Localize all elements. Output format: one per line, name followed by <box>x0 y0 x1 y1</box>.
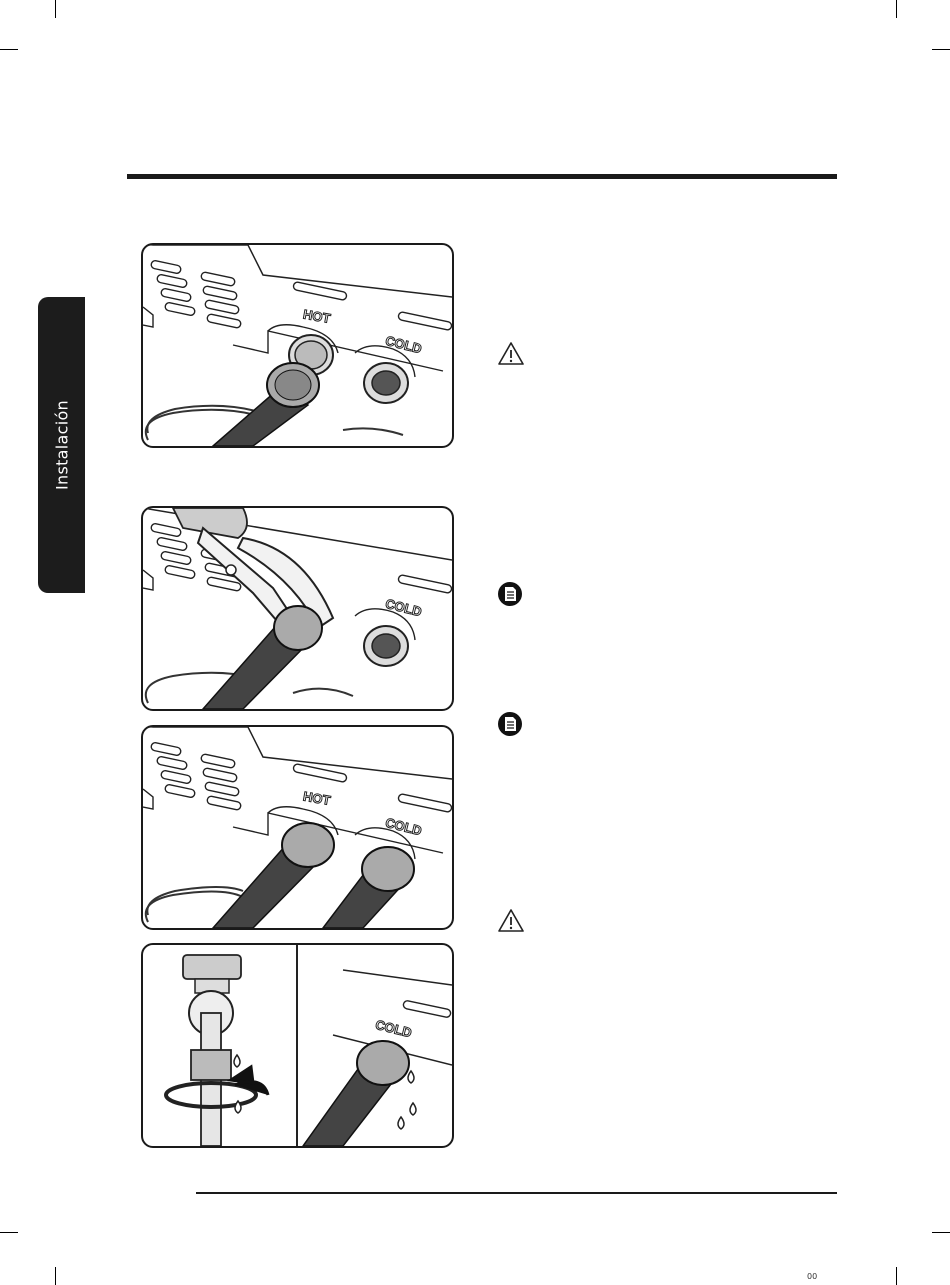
crop-mark <box>896 1267 897 1285</box>
crop-mark <box>55 1267 56 1285</box>
page-number: 00 <box>807 1272 818 1281</box>
footer-rule <box>196 1192 837 1194</box>
crop-mark <box>0 1232 18 1233</box>
crop-mark <box>55 0 56 18</box>
cold-label: COLD <box>383 595 424 620</box>
cold-label: COLD <box>383 332 424 357</box>
note-icon <box>496 580 524 608</box>
cold-label: COLD <box>383 814 424 839</box>
figure-both-hoses-connected <box>141 725 454 930</box>
figure-pliers-tighten-drawing <box>143 508 452 709</box>
warning-icon <box>497 340 525 368</box>
note-icon <box>496 710 524 738</box>
faucet-panel <box>166 955 268 1146</box>
figure-leak-check <box>141 943 454 1148</box>
hot-label: HOT <box>302 306 332 327</box>
warning-icon <box>497 907 525 935</box>
cold-inlet-threads <box>364 363 408 403</box>
figure-hot-hose-connect <box>141 243 454 448</box>
crop-mark <box>896 0 897 18</box>
section-side-tab[interactable] <box>38 297 85 593</box>
crop-mark <box>0 49 18 50</box>
figure-hot-hose-connect-drawing <box>143 245 452 446</box>
figure-leak-check-drawing <box>143 945 452 1146</box>
hot-label: HOT <box>302 788 332 809</box>
header-rule <box>127 174 837 179</box>
crop-mark <box>932 1232 950 1233</box>
cold-label: COLD <box>373 1016 414 1041</box>
figure-pliers-tighten <box>141 506 454 711</box>
figure-both-hoses-connected-drawing <box>143 727 452 928</box>
side-tab-label: Instalación <box>52 400 71 490</box>
cold-inlet-panel <box>303 970 452 1146</box>
crop-mark <box>932 49 950 50</box>
